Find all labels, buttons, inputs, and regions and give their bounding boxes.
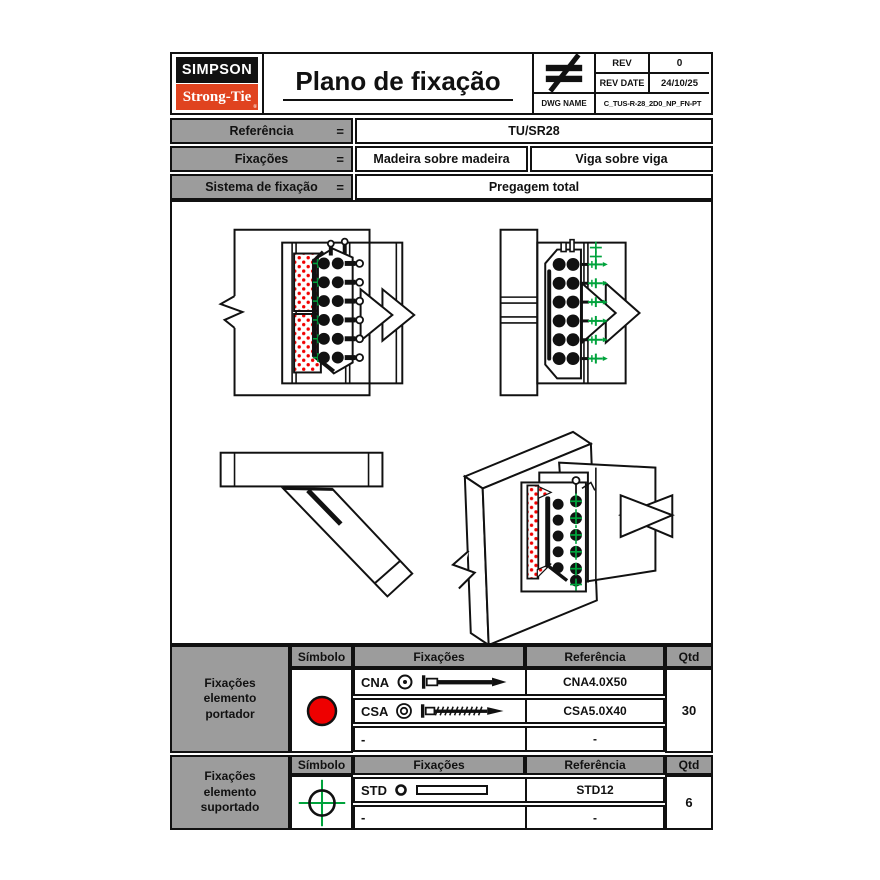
revision-block — [534, 54, 711, 113]
col-header-qtd: Qtd — [665, 645, 713, 668]
sheet-title-cell — [264, 54, 534, 113]
brand-line1: SIMPSON — [176, 57, 258, 83]
fixing-row-empty: - — [353, 726, 527, 752]
stipple-hatch-area — [527, 485, 538, 578]
reference-cell: - — [525, 726, 665, 752]
rev-value: 0 — [650, 54, 709, 74]
drawing-area — [170, 200, 713, 645]
drawing-sheet — [170, 52, 713, 830]
brand-line2-text: Strong-Tie — [182, 88, 252, 105]
front-view-drawing — [221, 230, 415, 395]
dwg-name-value: C_TUS-R-28_2D0_NP_FN-PT — [603, 99, 702, 108]
equals-sign: = — [336, 151, 344, 167]
rev-label: REV — [596, 54, 650, 74]
suportado-symbol-icon — [295, 777, 349, 829]
qty-cell-suportado: 6 — [665, 775, 713, 830]
title-block — [170, 52, 713, 115]
brand-logo — [172, 54, 264, 113]
fastener-code: STD — [361, 782, 387, 798]
group-label-suportado: Fixações elemento suportado — [170, 755, 290, 830]
portador-symbol-icon — [302, 691, 342, 731]
col-header-simbolo: Símbolo — [290, 755, 353, 775]
reference-cell: CNA4.0X50 — [525, 668, 665, 696]
equals-sign: = — [336, 123, 344, 139]
brand-line2 — [176, 84, 258, 110]
col-header-referencia: Referência — [525, 645, 665, 668]
info-label-fixacoes — [170, 146, 353, 172]
circle-marker-icon — [394, 783, 408, 797]
col-header-simbolo: Símbolo — [290, 645, 353, 668]
not-equal-logo-icon — [534, 54, 596, 94]
info-label-text: Fixações — [234, 152, 289, 166]
fixing-row-cna — [353, 668, 527, 696]
info-row-sistema — [170, 174, 713, 200]
reference-cell: STD12 — [525, 777, 665, 803]
side-view-drawing — [501, 230, 640, 395]
double-circle-marker-icon — [395, 702, 413, 720]
symbol-cell-portador — [290, 668, 353, 753]
info-value-fixacoes-left: Madeira sobre madeira — [355, 146, 528, 172]
symbol-cell-suportado — [290, 775, 353, 830]
top-view-drawing — [221, 453, 413, 597]
fixing-row-empty: - — [353, 805, 527, 830]
info-label-sistema — [170, 174, 353, 200]
fastener-code: CSA — [361, 703, 389, 719]
registered-mark: ® — [253, 105, 257, 110]
rev-date-value: 24/10/25 — [650, 74, 709, 94]
col-header-referencia: Referência — [525, 755, 665, 775]
equals-sign: = — [336, 179, 344, 195]
fastener-code: CNA — [361, 674, 390, 690]
col-header-fixacoes: Fixações — [353, 755, 525, 775]
fixing-row-csa — [353, 698, 527, 724]
info-value-sistema: Pregagem total — [355, 174, 713, 200]
col-header-fixacoes: Fixações — [353, 645, 525, 668]
dowel-icon — [415, 783, 495, 797]
qty-cell-portador: 30 — [665, 668, 713, 753]
col-header-qtd: Qtd — [665, 755, 713, 775]
rev-date-label: REV DATE — [596, 74, 650, 94]
screw-icon — [420, 703, 516, 719]
isometric-view-drawing — [453, 432, 672, 643]
dwg-name-label: DWG NAME — [534, 94, 596, 113]
group-label-portador: Fixações elemento portador — [170, 645, 290, 753]
info-value-referencia: TU/SR28 — [355, 118, 713, 144]
info-label-text: Sistema de fixação — [205, 180, 318, 194]
connection-drawings — [172, 202, 711, 643]
circle-dot-marker-icon — [396, 673, 414, 691]
reference-cell: CSA5.0X40 — [525, 698, 665, 724]
info-row-fixacoes — [170, 146, 713, 172]
info-value-fixacoes-right: Viga sobre viga — [530, 146, 713, 172]
info-row-referencia — [170, 118, 713, 144]
info-label-referencia — [170, 118, 353, 144]
nail-icon — [421, 674, 517, 690]
page-title: Plano de fixação — [283, 66, 512, 101]
info-label-text: Referência — [229, 124, 294, 138]
fixing-row-std — [353, 777, 527, 803]
reference-cell: - — [525, 805, 665, 830]
